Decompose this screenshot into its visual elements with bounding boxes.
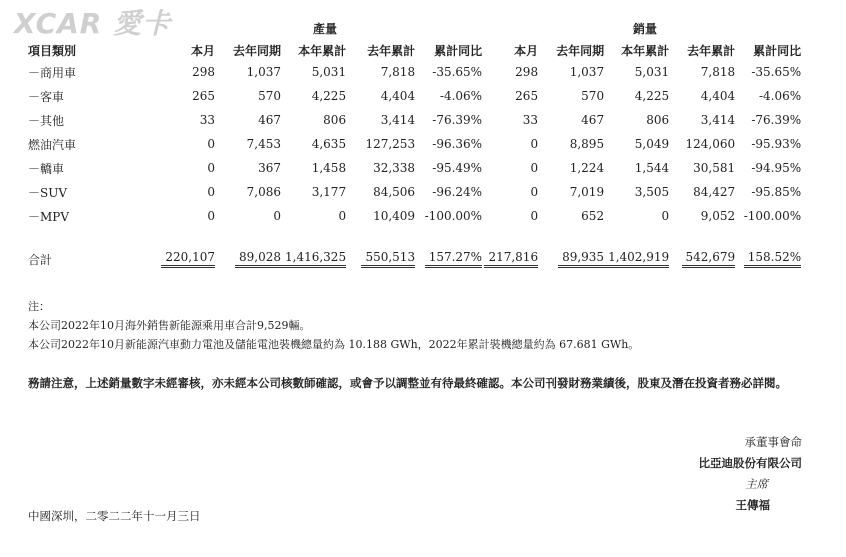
signatory-name: 王傳福 [735,498,770,512]
total-cell: 1,402,919 [604,250,669,268]
cell: 127,253 [365,137,416,151]
cell: 5,049 [634,137,670,151]
table-row [28,132,801,156]
table-row [28,108,801,132]
table-row [28,180,801,204]
cell: 7,086 [246,185,281,199]
group-header-production: 產量 [312,22,337,36]
column-header: 去年同期 [232,43,281,58]
total-cell: 89,935 [558,250,604,268]
cell: 10,409 [373,209,416,223]
cell: 4,225 [311,89,347,103]
cell: 7,019 [569,185,605,199]
table-total-row [28,246,801,272]
column-header: 累計同比 [753,43,802,58]
dateline: 中國深圳，二零二二年十一月三日 [28,509,201,523]
cell: 7,818 [700,65,736,79]
cell: 4,635 [311,137,347,151]
column-header: 項目類別 [28,43,77,58]
column-header: 本年累計 [621,43,670,58]
cell: 3,414 [380,113,416,127]
sales-production-table [28,40,801,272]
column-header: 本月 [514,43,539,58]
cell: 0 [661,209,670,223]
cell: 0 [530,209,539,223]
cell: -4.06% [439,89,483,103]
cell: -4.06% [758,89,802,103]
cell: -94.95% [751,161,802,175]
cell: 1,037 [246,65,281,79]
cell: 652 [581,209,605,223]
table-row [28,84,801,108]
cell: 4,404 [700,89,736,103]
signature-line: 承董事會命 [744,435,802,449]
cell: 124,060 [685,137,736,151]
cell: -35.65% [751,65,802,79]
row-category: －轎車 [28,161,65,176]
cell: 0 [530,137,539,151]
table-row [28,156,801,180]
cell: 7,818 [380,65,416,79]
cell: 467 [258,113,281,127]
cell: 0 [207,137,215,151]
cell: 4,404 [380,89,416,103]
cell: 1,224 [569,161,605,175]
cell: 467 [581,113,605,127]
total-cell: 158.52% [744,250,801,268]
group-header-sales: 銷量 [632,22,657,36]
table-row [28,204,801,228]
cell: -96.24% [432,185,483,199]
table-row [28,60,801,84]
row-category: －SUV [28,185,68,200]
cell: -76.39% [432,113,483,127]
signature-block [699,432,803,516]
cell: 0 [207,161,215,175]
cell: 0 [338,209,347,223]
note-line: 本公司2022年10月海外銷售新能源乘用車合計9,529輛。 [28,319,311,332]
column-header: 本年累計 [298,43,347,58]
cell: -95.85% [751,185,802,199]
total-cell: 550,513 [361,250,415,268]
cell: 84,506 [373,185,416,199]
cell: 3,177 [311,185,347,199]
row-category: －客車 [28,89,65,104]
cell: 298 [192,65,215,79]
cell: 84,427 [693,185,736,199]
column-header: 去年同期 [556,43,605,58]
cell: 5,031 [311,65,347,79]
row-category: －其他 [28,113,65,128]
cell: -35.65% [432,65,483,79]
cell: 0 [530,161,539,175]
cell: -100.00% [743,209,802,223]
cell: 806 [323,113,347,127]
cell: 1,037 [569,65,605,79]
cell: 367 [258,161,281,175]
column-header: 累計同比 [434,43,483,58]
cell: -95.49% [432,161,483,175]
column-header: 去年累計 [687,43,736,58]
cell: 3,505 [634,185,670,199]
notes-section [28,297,639,354]
cell: 33 [522,113,539,127]
cell: 4,225 [634,89,670,103]
cell: 1,458 [311,161,347,175]
cell: 0 [273,209,281,223]
cell: 8,895 [569,137,605,151]
column-header: 本月 [190,43,215,58]
notes-title: 注： [28,300,50,313]
cell: 0 [207,185,215,199]
total-cell: 157.27% [425,250,482,268]
cell: 265 [515,89,539,103]
cell: 1,544 [634,161,670,175]
cell: 30,581 [693,161,736,175]
cell: 0 [530,185,539,199]
total-cell: 217,816 [484,250,538,268]
row-category: 燃油汽車 [28,137,77,152]
cell: 33 [199,113,215,127]
note-line: 本公司2022年10月新能源汽車動力電池及儲能電池裝機總量約為 10.188 GWh，2022年累計裝機總量約為 67.681 GWh。 [28,338,640,351]
cell: 265 [192,89,215,103]
cell: 9,052 [700,209,736,223]
cell: 32,338 [373,161,416,175]
column-header: 去年累計 [367,43,416,58]
cell: -100.00% [424,209,483,223]
cell: 0 [207,209,215,223]
cell: -95.93% [751,137,802,151]
watermark-logo: XCAR 愛卡 [14,7,172,40]
table-spacer [28,228,801,246]
row-category: 合計 [28,252,53,267]
cell: 3,414 [700,113,736,127]
cell: 5,031 [634,65,670,79]
cell: -76.39% [751,113,802,127]
cell: 298 [515,65,539,79]
cell: 570 [581,89,605,103]
cell: 7,453 [246,137,281,151]
company-name: 比亞迪股份有限公司 [698,456,802,470]
cell: 570 [258,89,281,103]
signatory-role: 主席 [745,477,768,491]
total-cell: 89,028 [235,250,281,268]
row-category: －商用車 [28,65,77,80]
total-cell: 1,416,325 [281,250,346,268]
table-header-row [28,40,801,60]
cell: 806 [646,113,670,127]
warning-paragraph: 務請注意，上述銷量數字未經審核，亦未經本公司核數師確認，或會予以調整並有待最終確認。本公司刊發財務業績後，股東及潛在投資者務必詳閱。 [28,376,787,390]
cell: -96.36% [432,137,483,151]
total-cell: 220,107 [161,250,215,268]
total-cell: 542,679 [682,250,736,268]
row-category: －MPV [28,209,70,224]
